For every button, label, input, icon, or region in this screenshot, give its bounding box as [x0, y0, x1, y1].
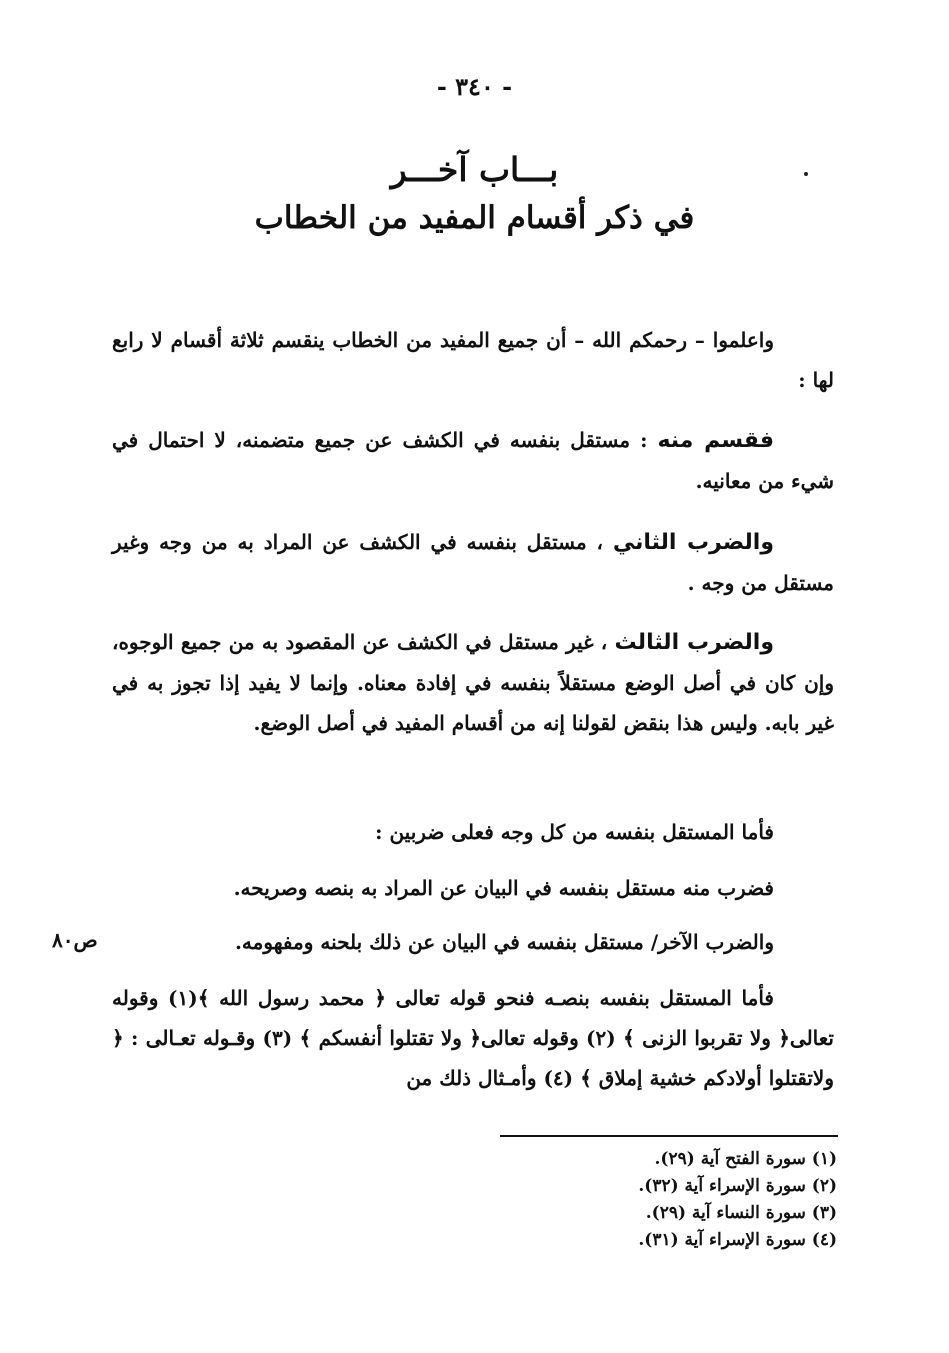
chapter-title: بـــاب آخـــر: [390, 150, 559, 189]
paragraph-third-section: [112, 622, 834, 743]
paragraph-explicit: [112, 868, 834, 908]
paragraph-text: والضرب الآخر/ مستقل بنفسه في البيان عن ذلك بلحنه ومفهومه.: [234, 930, 774, 954]
footnotes: [437, 1146, 837, 1254]
paragraph-text: ، مستقل بنفسه في الكشف عن المراد به من وجه وغير مستقل من وجه .: [112, 530, 834, 595]
footnote: (٣) سورة النساء آية (٢٩).: [645, 1203, 837, 1223]
paragraph-text: فأما المستقل بنفسه بنصـه فنحو قوله تعالى ﴿ محمد رسول الله ﴾(١) وقوله تعالى﴿ ولا تقربوا الزنى ﴾ (٢) وقوله تعالى﴿ ولا تقتلوا أنفسكم ﴾ (٣) وقـوله تعـالى : ﴿ ولاتقتلوا أولادكم خشية إملاق ﴾ (٤) وأمـثال ذلك من: [112, 986, 834, 1090]
chapter-subtitle: في ذكر أقسام المفيد من الخطاب: [254, 200, 695, 236]
paragraph-lead: فقسم منه: [657, 428, 774, 453]
footnote-divider: [500, 1135, 838, 1137]
page-number: - ٣٤٠ -: [436, 72, 513, 101]
paragraph-text: فضرب منه مستقل بنفسه في البيان عن المراد به بنصه وصريحه.: [233, 876, 774, 900]
footnote: (١) سورة الفتح آية (٢٩).: [654, 1149, 837, 1169]
paragraph-lead: والضرب الثالث: [614, 630, 774, 655]
paragraph-second-section: [112, 522, 834, 603]
paragraph-lead: والضرب الثاني: [612, 530, 775, 555]
paragraph-independent: [112, 812, 834, 852]
paragraph-first-section: [112, 420, 834, 501]
paragraph-intro: [112, 320, 834, 400]
paragraph-text: واعلموا – رحمكم الله – أن جميع المفيد من الخطاب ينقسم ثلاثة أقسام لا رابع لها :: [112, 328, 834, 392]
paragraph-examples: [112, 978, 834, 1098]
paragraph-text: : مستقل بنفسه في الكشف عن جميع متضمنه، لا احتمال في شيء من معانيه.: [112, 428, 834, 493]
margin-page-reference: ص٨٠: [52, 928, 98, 952]
footnote: (٢) سورة الإسراء آية (٣٢).: [638, 1176, 837, 1196]
footnote: (٤) سورة الإسراء آية (٣١).: [638, 1230, 837, 1250]
paragraph-implicit: [112, 922, 834, 962]
paragraph-text: ، غير مستقل في الكشف عن المقصود به من جميع الوجوه، وإن كان في أصل الوضع مستقلاً بنفسه في إفادة معناه. وإنما لا يفيد إذا تجوز به في غير بابه. وليس هذا بنقض لقولنا إنه من أقسام المفيد في أصل الوضع.: [112, 630, 834, 735]
paragraph-text: فأما المستقل بنفسه من كل وجه فعلى ضربين :: [375, 820, 774, 844]
